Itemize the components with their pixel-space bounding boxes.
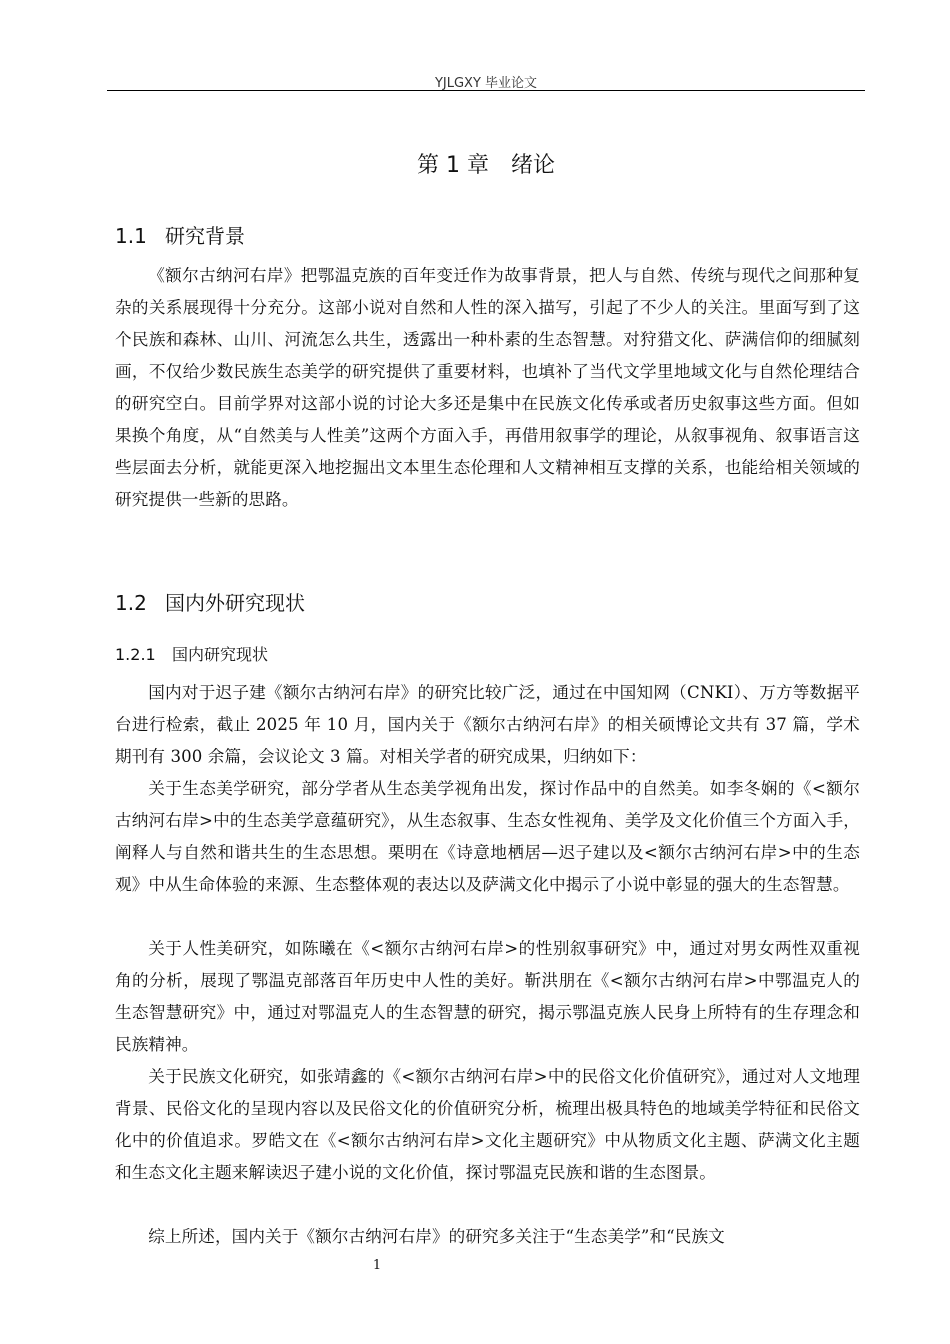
- page-number: 1: [372, 1258, 382, 1273]
- paragraph-background: 《额尔古纳河右岸》把鄂温克族的百年变迁作为故事背景，把人与自然、传统与现代之间那种复杂的关系展现得十分充分。这部小说对自然和人性的深入描写，引起了不少人的关注。里面写到了这个民族和森林、山川、河流怎么共生，透露出一种朴素的生态智慧。对狩猎文化、萨满信仰的细腻刻画，不仅给少数民族生态美学的研究提供了重要材料，也填补了当代文学里地域文化与自然伦理结合的研究空白。目前学界对这部小说的讨论大多还是集中在民族文化传承或者历史叙事这些方面。但如果换个角度，从“自然美与人性美”这两个方面入手，再借用叙事学的理论，从叙事视角、叙事语言这些层面去分析，就能更深入地挖掘出文本里生态伦理和人文精神相互支撑的关系，也能给相关领域的研究提供一些新的思路。: [115, 266, 860, 509]
- section-heading-1-2: [115, 587, 305, 616]
- header-divider: [107, 90, 865, 91]
- paragraph-summary: 综上所述，国内关于《额尔古纳河右岸》的研究多关注于“生态美学”和“民族文: [148, 1227, 725, 1246]
- section-number: 1.2: [115, 591, 147, 615]
- running-header: YJLGXY 毕业论文: [434, 76, 538, 91]
- section-number: 1.1: [115, 224, 147, 248]
- section-heading-1-1: [115, 220, 245, 249]
- section-title: 国内外研究现状: [165, 591, 305, 615]
- chapter-title: 第 1 章 绪论: [417, 153, 555, 178]
- paragraph-domestic-overview: 国内对于迟子建《额尔古纳河右岸》的研究比较广泛，通过在中国知网（CNKI）、万方等数据平台进行检索，截止 2025 年 10 月，国内关于《额尔古纳河右岸》的相关硕博论文共有 37 篇，学术期刊有 300 余篇，会议论文 3 篇。对相关学者的研究成果，归纳如下：: [115, 683, 860, 766]
- paragraph-human-nature: 关于人性美研究，如陈曦在《<额尔古纳河右岸>的性别叙事研究》中，通过对男女两性双重视角的分析，展现了鄂温克部落百年历史中人性的美好。靳洪朋在《<额尔古纳河右岸>中鄂温克人的生态智慧研究》中，通过对鄂温克人的生态智慧的研究，揭示鄂温克族人民身上所特有的生存理念和民族精神。: [115, 939, 860, 1054]
- subsection-number: 1.2.1: [115, 645, 156, 664]
- subsection-title: 国内研究现状: [172, 645, 269, 664]
- section-title: 研究背景: [165, 224, 245, 248]
- subsection-heading-1-2-1: [115, 642, 268, 665]
- paragraph-ecological-aesthetics: 关于生态美学研究，部分学者从生态美学视角出发，探讨作品中的自然美。如李冬娴的《<额尔古纳河右岸>中的生态美学意蕴研究》，从生态叙事、生态女性视角、美学及文化价值三个方面入手，阐释人与自然和谐共生的生态思想。栗明在《诗意地栖居—迟子建以及<额尔古纳河右岸>中的生态观》中从生命体验的来源、生态整体观的表达以及萨满文化中揭示了小说中彰显的强大的生态智慧。: [115, 779, 860, 894]
- paragraph-ethnic-culture: 关于民族文化研究，如张靖鑫的《<额尔古纳河右岸>中的民俗文化价值研究》，通过对人文地理背景、民俗文化的呈现内容以及民俗文化的价值研究分析，梳理出极具特色的地域美学特征和民俗文化中的价值追求。罗皓文在《<额尔古纳河右岸>文化主题研究》中从物质文化主题、萨满文化主题和生态文化主题来解读迟子建小说的文化价值，探讨鄂温克民族和谐的生态图景。: [115, 1067, 860, 1182]
